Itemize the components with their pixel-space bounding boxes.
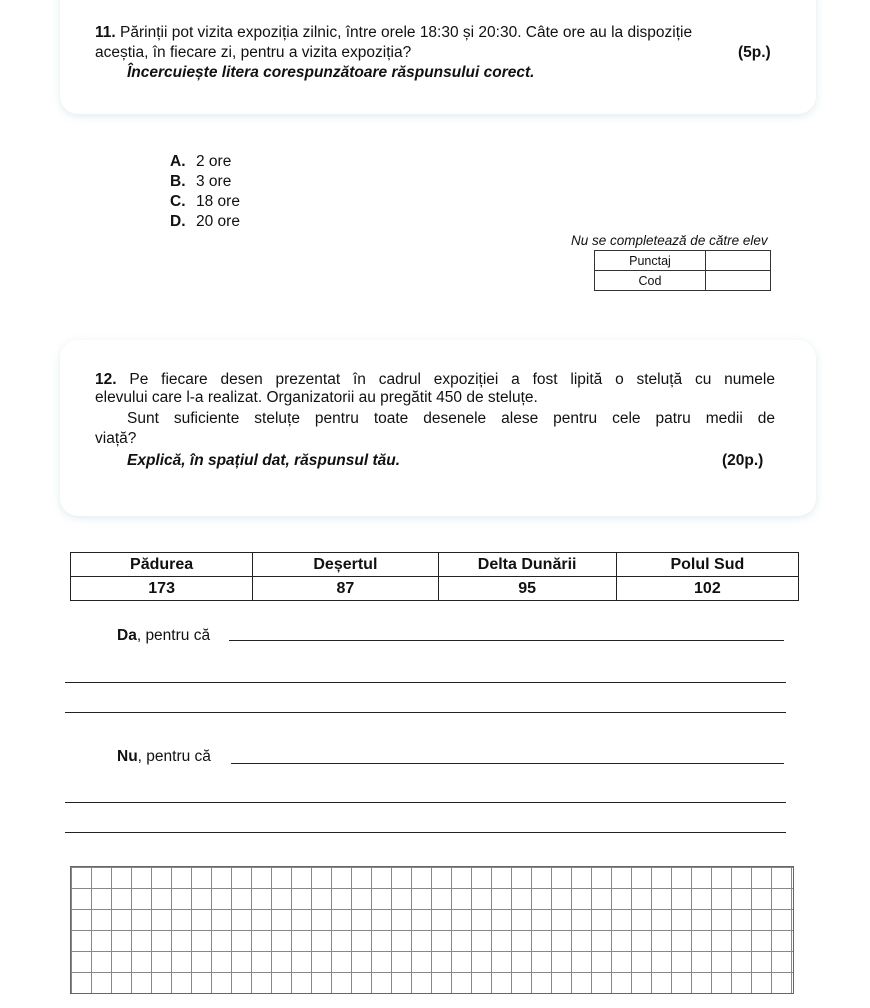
option-b[interactable] (170, 172, 240, 192)
scoring-row (595, 271, 771, 291)
scoring-table (594, 250, 771, 291)
question-11-text-line1: Părinții pot vizita expoziția zilnic, între orele 18:30 și 20:30. Câte ore au la dispoziție (120, 24, 693, 41)
question-11-text-line2: aceștia, în fiecare zi, pentru a vizita expoziția? (95, 44, 412, 61)
table-values-row (71, 577, 799, 601)
no-answer-line-1[interactable] (231, 763, 784, 764)
question-12-text-line2: elevului care l-a realizat. Organizatorii au pregătit 450 de steluțe. (95, 389, 538, 406)
scoring-field-cod (706, 271, 771, 291)
yes-answer-line-2[interactable] (65, 682, 786, 683)
option-c[interactable] (170, 192, 240, 212)
option-d-letter: D. (170, 213, 186, 230)
no-answer-line-2[interactable] (65, 802, 786, 803)
scoring-row (595, 251, 771, 271)
question-12-points: (20p.) (722, 452, 764, 469)
option-b-text: 3 ore (196, 173, 232, 190)
option-d[interactable] (170, 212, 240, 232)
scoring-label-cod: Cod (595, 271, 706, 291)
option-c-letter: C. (170, 193, 186, 210)
table-cell-polul-sud: 102 (616, 577, 798, 601)
question-12-number: 12. (95, 371, 117, 388)
yes-answer-prompt (117, 626, 210, 646)
option-a-letter: A. (170, 153, 186, 170)
option-a-text: 2 ore (196, 153, 232, 170)
no-answer-prompt (117, 747, 211, 767)
option-d-text: 20 ore (196, 213, 240, 230)
option-b-letter: B. (170, 173, 186, 190)
question-12-instruction: Explică, în spațiul dat, răspunsul tău. (127, 452, 401, 469)
drawings-table (70, 552, 799, 601)
table-cell-delta: 95 (438, 577, 616, 601)
yes-answer-line-1[interactable] (229, 640, 784, 641)
no-rest: , pentru că (137, 748, 211, 765)
question-12-text-line1: Pe fiecare desen prezentat în cadrul expoziției a fost lipită o steluță cu numele (129, 371, 775, 388)
no-answer-line-3[interactable] (65, 832, 786, 833)
yes-rest: , pentru că (136, 627, 211, 644)
question-12-line1 (95, 370, 775, 390)
option-a[interactable] (170, 152, 240, 172)
answer-options (170, 152, 240, 232)
scoring-label-punctaj: Punctaj (595, 251, 706, 271)
question-11-points: (5p.) (738, 44, 771, 61)
question-12-text-line3: Sunt suficiente steluțe pentru toate desenele alese pentru cele patru medii de (127, 410, 775, 427)
question-11-number: 11. (95, 24, 116, 41)
table-header-row (71, 553, 799, 577)
question-12-text-line4: viață? (95, 430, 137, 447)
work-grid[interactable] (70, 866, 794, 994)
question-11-line1 (95, 23, 692, 43)
no-label: Nu (117, 748, 138, 765)
table-header-polul-sud: Polul Sud (616, 553, 798, 577)
table-cell-desertul: 87 (253, 577, 438, 601)
option-c-text: 18 ore (196, 193, 240, 210)
yes-answer-line-3[interactable] (65, 712, 786, 713)
scoring-field-punctaj (706, 251, 771, 271)
question-11-instruction: Încercuiește litera corespunzătoare răspunsului corect. (127, 64, 535, 81)
scoring-note: Nu se completează de către elev (571, 233, 768, 248)
table-header-desertul: Deșertul (253, 553, 438, 577)
table-header-padurea: Pădurea (71, 553, 253, 577)
table-cell-padurea: 173 (71, 577, 253, 601)
table-header-delta: Delta Dunării (438, 553, 616, 577)
yes-label: Da (117, 627, 137, 644)
